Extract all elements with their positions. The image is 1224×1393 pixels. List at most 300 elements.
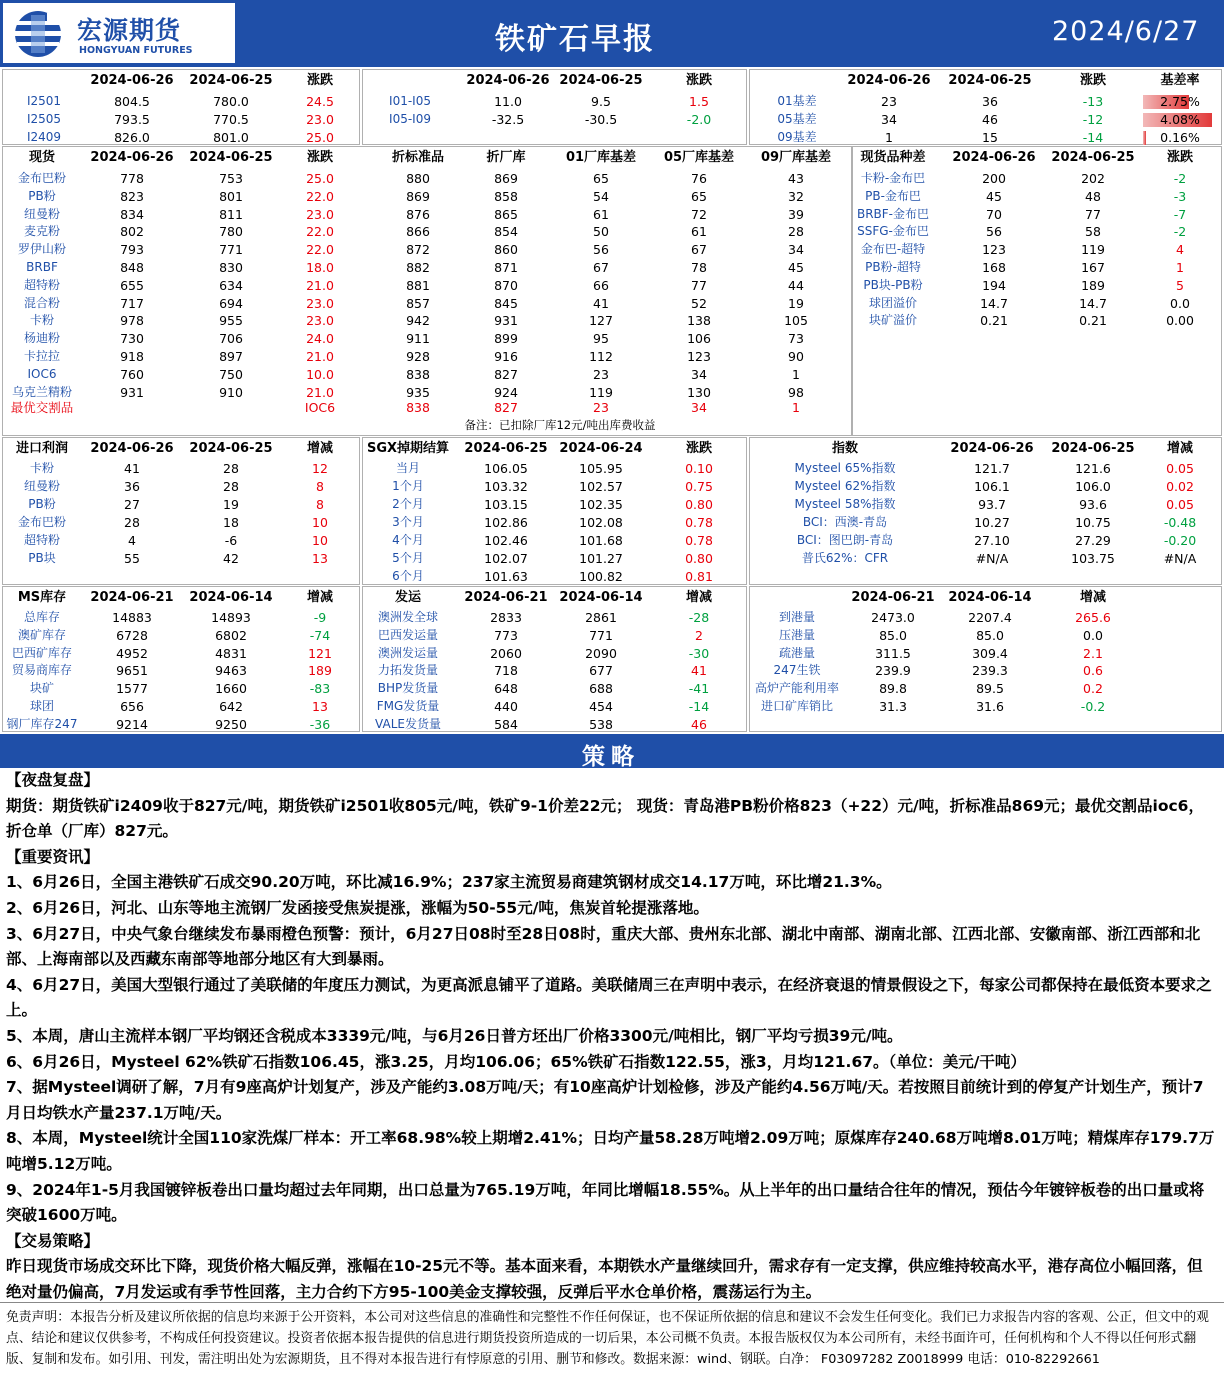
index-row-label: Mysteel 58%指数 <box>794 497 896 511</box>
port-cell: 239.9 <box>875 663 911 679</box>
spot-cell: 801 <box>219 188 243 204</box>
spreads-cell: -2.0 <box>686 112 712 127</box>
futures-cell: 770.5 <box>213 112 249 127</box>
spot-cell: 869 <box>494 171 518 186</box>
basis-header: 基差率 <box>1160 73 1200 88</box>
spot-cell: 23 <box>593 366 609 382</box>
varspread-row-label: PB块-PB粉 <box>863 277 923 292</box>
spot-cell: 857 <box>406 295 430 311</box>
futures-header: 涨跌 <box>306 73 334 88</box>
import_profit-header: 2024-06-26 <box>90 441 174 456</box>
spot-cell: 935 <box>406 384 430 400</box>
import_profit-header: 2024-06-25 <box>189 441 273 456</box>
spot-cell: 848 <box>120 260 144 275</box>
shipment-cell: 440 <box>494 699 518 714</box>
spot-cell: 811 <box>219 206 243 222</box>
paragraph: 7、据Mysteel调研了解，7月有9座高炉计划复产，涉及产能约3.08万吨/天；有10座高炉计划检修，涉及产能约4.56万吨/天。若按照目前统计到的停复产计划生产，预计7月日均铁水产量237.1万吨/天。 <box>6 1078 1204 1122</box>
ms_stock-row-label: 贸易商库存 <box>11 663 73 678</box>
import_profit-header: 增减 <box>306 441 334 456</box>
shipment-cell: 2090 <box>585 645 617 661</box>
spot-cell: 43 <box>788 171 804 186</box>
spot-cell: 882 <box>406 260 430 275</box>
sgx-cell: 0.78 <box>685 533 713 548</box>
spot-cell: 98 <box>788 384 804 400</box>
spot-cell: 21.0 <box>306 384 334 400</box>
varspread-cell: 194 <box>982 277 1006 293</box>
basis-cell: 4.08% <box>1160 112 1200 127</box>
paragraph: 期货：期货铁矿i2409收于827元/吨，期货铁矿i2501收805元/吨，铁矿9-1价差22元； 现货：青岛港PB粉价格823（+22）元/吨，折标准品869元；最优交割品ioc6，折仓单（厂库）827元。 <box>6 796 1204 841</box>
spot-cell: 876 <box>406 206 430 222</box>
spot-cell: 72 <box>691 206 707 222</box>
basis-cell: 46 <box>982 112 998 127</box>
spot-cell: 834 <box>120 206 144 222</box>
varspread-cell: -2 <box>1173 224 1187 240</box>
sgx-row-label: 4个月 <box>392 533 424 547</box>
spot-cell: 39 <box>788 206 804 222</box>
sgx-cell: 102.57 <box>579 479 623 494</box>
index-row-label: Mysteel 62%指数 <box>794 479 896 493</box>
spot-cell: 872 <box>406 242 430 258</box>
spot-cell: 978 <box>120 313 144 329</box>
index-cell: -0.20 <box>1163 533 1197 548</box>
ms_stock-cell: 656 <box>120 699 144 714</box>
import_profit-row-label: 超特粉 <box>23 533 61 547</box>
ms_stock-cell: 121 <box>308 645 332 661</box>
basis-header: 2024-06-25 <box>948 73 1032 88</box>
index-header: 2024-06-26 <box>950 441 1034 456</box>
spot-row-label: 罗伊山粉 <box>17 242 67 257</box>
spot-header: 现货 <box>28 150 56 165</box>
varspread-cell: 1 <box>1176 260 1184 275</box>
spot-header: 折标准品 <box>391 150 445 165</box>
spot-cell: 854 <box>494 224 518 240</box>
port-row-label: 到港量 <box>778 610 816 624</box>
varspread-cell: 123 <box>982 242 1006 258</box>
sgx-header: SGX掉期结算 <box>366 441 450 456</box>
port-cell: 85.0 <box>976 627 1004 643</box>
shipment-cell: 584 <box>494 716 518 732</box>
ms_stock-row-label: 块矿 <box>29 681 55 696</box>
shipment-row-label: BHP发货量 <box>377 681 439 696</box>
shipment-cell: -30 <box>688 645 710 661</box>
varspread-header: 2024-06-25 <box>1051 150 1135 165</box>
basis-cell: 34 <box>881 112 897 127</box>
import_profit-cell: 12 <box>312 461 328 476</box>
paragraph: 昨日现货市场成交环比下降，现货价格大幅反弹，涨幅在10-25元不等。基本面来看，本期铁水产量继续回升，需求存有一定支撑，供应维持较高水平，港存高位小幅回落，但绝对量仍偏高，7月发运或有季节性回落，主力合约下方95-100美金支撑较强，反弹后平水仓单价格，震荡运行为主。 <box>6 1257 1203 1301</box>
varspread-cell: 119 <box>1081 242 1105 258</box>
sgx-cell: 102.35 <box>579 497 623 512</box>
varspread-cell: 0.21 <box>980 313 1008 329</box>
spot-cell: 138 <box>687 313 711 329</box>
shipment-row-label: 澳洲发全球 <box>377 610 439 624</box>
report-date: 2024/6/27 <box>1052 16 1200 47</box>
port-row-label: 疏港量 <box>778 645 816 660</box>
ms_stock-cell: 1577 <box>116 681 148 697</box>
varspread-row-label: 球团溢价 <box>868 295 918 310</box>
globe-logo-icon <box>11 9 69 59</box>
spot-header: 09厂库基差 <box>760 150 832 165</box>
best-delivery-cell: 838 <box>406 400 430 416</box>
sgx-cell: 102.86 <box>484 515 528 530</box>
spot-cell: 65 <box>691 188 707 204</box>
spot-cell: 19 <box>788 295 804 311</box>
varspread-cell: 4 <box>1176 242 1184 258</box>
futures-row-label: I2505 <box>26 112 62 126</box>
spot-cell: 750 <box>219 366 243 382</box>
import_profit-cell: 13 <box>312 551 328 566</box>
sgx-cell: 0.75 <box>685 479 713 494</box>
best-delivery-cell: 827 <box>494 400 518 416</box>
shipment-cell: 41 <box>691 663 707 679</box>
port-cell: 311.5 <box>875 645 911 661</box>
futures-cell: 23.0 <box>306 112 334 127</box>
shipment-cell: 454 <box>589 699 613 714</box>
spot-cell: 955 <box>219 313 243 329</box>
spot-cell: 65 <box>593 171 609 186</box>
import_profit-cell: 27 <box>124 497 140 512</box>
sgx-cell: 101.27 <box>579 551 623 566</box>
spot-cell: 910 <box>219 384 243 400</box>
varspread-cell: 200 <box>982 171 1006 186</box>
spot-cell: 918 <box>120 349 144 364</box>
report-title: 铁矿石早报 <box>495 22 655 57</box>
best-delivery-cell: 1 <box>792 400 800 416</box>
ms_stock-row-label: 澳矿库存 <box>17 627 67 642</box>
spot-cell: 871 <box>494 260 518 275</box>
logo-english-text: HONGYUAN FUTURES <box>79 45 193 56</box>
sgx-cell: 0.78 <box>685 515 713 530</box>
spot-cell: 32 <box>788 188 804 204</box>
import_profit-cell: 18 <box>223 515 239 530</box>
spot-cell: 23.0 <box>306 313 334 329</box>
sgx-header: 2024-06-25 <box>464 441 548 456</box>
spreads-row-label: I05-I09 <box>389 112 431 126</box>
spot-cell: 105 <box>784 313 808 329</box>
spot-cell: 106 <box>687 331 711 347</box>
spot-row-label: 纽曼粉 <box>23 206 61 221</box>
spot-header: 05厂库基差 <box>663 150 735 165</box>
spot-cell: 44 <box>788 277 804 293</box>
varspread-cell: 0.00 <box>1166 313 1194 329</box>
spot-cell: 865 <box>494 206 518 222</box>
spot-cell: 830 <box>219 260 243 275</box>
ms_stock-cell: -36 <box>309 716 331 732</box>
index-cell: 106.0 <box>1075 479 1111 494</box>
spot-cell: 866 <box>406 224 430 240</box>
index-header: 2024-06-25 <box>1051 441 1135 456</box>
spot-cell: 827 <box>494 366 518 382</box>
port-cell: 239.3 <box>972 663 1008 679</box>
index-cell: 0.02 <box>1166 479 1194 494</box>
port-cell: 0.2 <box>1083 681 1103 697</box>
spot-cell: 66 <box>593 277 609 293</box>
shipment-cell: 773 <box>494 627 518 643</box>
varspread-cell: 56 <box>986 224 1002 240</box>
sgx-cell: 0.80 <box>685 551 713 566</box>
varspread-cell: 168 <box>982 260 1006 275</box>
disclaimer: 免责声明：本报告分析及建议所依据的信息均来源于公开资料，本公司对这些信息的准确性和完整性不作任何保证，也不保证所依据的信息和建议不会发生任何变化。我们已力求报告内容的客观、公正，但文中的观点、结论和建议仅供参考，不构成任何投资建议。投资者依据本报告提供的信息进行期货投资所造成的一切后果，本公司概不负责。本报告版权仅为本公司所有，未经书面许可，任何机构和个人不得以任何形式翻版、复制和发布。如引用、刊发，需注明出处为宏源期货，且不得对本报告进行有悖原意的引用、删节和修改。数据来源：wind、钢联。白净： F03097282 Z0018999 电话：010-82292661 <box>0 1302 1224 1393</box>
varspread-row-label: 卡粉-金布巴 <box>860 171 926 185</box>
shipment-cell: 648 <box>494 681 518 697</box>
basis-row-label: 05基差 <box>777 112 817 126</box>
sgx-cell: 106.05 <box>484 461 528 476</box>
basis-cell: 36 <box>982 94 998 109</box>
spot-cell: 22.0 <box>306 242 334 258</box>
port-cell: 31.3 <box>879 699 907 714</box>
spot-cell: 634 <box>219 277 243 293</box>
varspread-cell: 167 <box>1081 260 1105 275</box>
index-cell: 103.75 <box>1071 551 1115 566</box>
basis-cell: 2.75% <box>1160 94 1200 109</box>
spot-cell: 793 <box>120 242 144 258</box>
spot-cell: 870 <box>494 277 518 293</box>
varspread-cell: 70 <box>986 206 1002 222</box>
ms_stock-cell: 189 <box>308 663 332 679</box>
section-heading: 【夜盘复盘】 <box>6 771 100 789</box>
import_profit-row-label: 纽曼粉 <box>23 479 61 493</box>
spot-cell: 10.0 <box>306 366 334 382</box>
paragraph: 8、本周，Mysteel统计全国110家洗煤厂样本：开工率68.98%较上期增2.41%；日均产量58.28万吨增2.09万吨；原煤库存240.68万吨增8.01万吨；精煤库存179.7万吨增5.12万吨。 <box>6 1129 1215 1173</box>
spreads-cell: 1.5 <box>689 94 709 109</box>
basis-cell: 1 <box>885 130 893 145</box>
varspread-cell: -2 <box>1173 171 1187 186</box>
spot-cell: 780 <box>219 224 243 240</box>
spot-cell: 25.0 <box>306 171 334 186</box>
spot-cell: 78 <box>691 260 707 275</box>
varspread-row-label: BRBF-金布巴 <box>856 206 930 221</box>
spot-cell: 802 <box>120 224 144 240</box>
varspread-header: 涨跌 <box>1166 150 1194 165</box>
import_profit-cell: -6 <box>224 533 238 548</box>
import_profit-cell: 28 <box>124 515 140 530</box>
spot-cell: 67 <box>691 242 707 258</box>
index-cell: #N/A <box>1163 551 1197 566</box>
port-cell: 85.0 <box>879 627 907 643</box>
basis-cell: -13 <box>1082 94 1104 109</box>
index-cell: 27.29 <box>1075 533 1111 548</box>
index-cell: 93.7 <box>978 497 1006 512</box>
sgx-cell: 102.07 <box>484 551 528 566</box>
spot-cell: 23.0 <box>306 295 334 311</box>
port-header: 2024-06-14 <box>948 590 1032 605</box>
spot-cell: 860 <box>494 242 518 258</box>
index-cell: 93.6 <box>1079 497 1107 512</box>
varspread-row-label: PB-金布巴 <box>865 188 921 203</box>
varspread-cell: 14.7 <box>980 295 1008 311</box>
strategy-text <box>0 768 1224 1302</box>
sgx-row-label: 5个月 <box>392 551 424 565</box>
spot-header: 涨跌 <box>306 150 334 165</box>
sgx-header: 2024-06-24 <box>559 441 643 456</box>
sgx-cell: 0.81 <box>685 569 713 584</box>
spot-cell: 76 <box>691 171 707 186</box>
import_profit-row-label: PB粉 <box>28 497 56 511</box>
index-row-label: Mysteel 65%指数 <box>794 461 896 475</box>
index-cell: 27.10 <box>974 533 1010 548</box>
basis-header: 涨跌 <box>1079 73 1107 88</box>
ms_stock-cell: 642 <box>219 699 243 714</box>
futures-cell: 801.0 <box>213 130 249 145</box>
port-row-label: 247生铁 <box>773 663 821 678</box>
spot-cell: 778 <box>120 171 144 186</box>
spreads-header: 2024-06-26 <box>466 73 550 88</box>
port-row-label: 高炉产能利用率 <box>754 681 840 696</box>
spot-cell: 1 <box>792 366 800 382</box>
spot-cell: 897 <box>219 349 243 364</box>
varspread-header: 2024-06-26 <box>952 150 1036 165</box>
import_profit-cell: 28 <box>223 461 239 476</box>
sgx-cell: 101.63 <box>484 569 528 584</box>
section-heading: 【交易策略】 <box>6 1231 100 1250</box>
varspread-row-label: SSFG-金布巴 <box>857 224 929 239</box>
futures-cell: 804.5 <box>114 94 150 109</box>
spot-row-label: 混合粉 <box>23 295 61 310</box>
spreads-header: 涨跌 <box>685 73 713 88</box>
ms_stock-cell: 4952 <box>116 645 148 661</box>
ms_stock-row-label: 钢厂库存247 <box>6 716 78 731</box>
ms_stock-cell: -83 <box>309 681 331 697</box>
section-heading: 【重要资讯】 <box>6 847 100 866</box>
sgx-cell: 0.10 <box>685 461 713 476</box>
ms_stock-cell: -9 <box>313 610 327 625</box>
shipment-row-label: 力拓发货量 <box>377 663 439 678</box>
port-cell: 2473.0 <box>871 610 915 625</box>
spot-cell: 119 <box>589 384 613 400</box>
spot-cell: 942 <box>406 313 430 329</box>
basis-cell: 15 <box>982 130 998 145</box>
spreads-cell: 11.0 <box>494 94 522 109</box>
varspread-cell: -7 <box>1173 206 1187 222</box>
ms_stock-row-label: 巴西矿库存 <box>11 645 73 660</box>
basis-row-label: 09基差 <box>777 130 817 144</box>
varspread-cell: 5 <box>1176 277 1184 293</box>
spot-cell: 911 <box>406 331 430 347</box>
spot-cell: 21.0 <box>306 277 334 293</box>
best-delivery-cell: 34 <box>691 400 707 416</box>
spot-cell: 28 <box>788 224 804 240</box>
spot-cell: 34 <box>788 242 804 258</box>
futures-row-label: I2409 <box>26 130 62 144</box>
index-header: 增减 <box>1166 441 1194 456</box>
varspread-cell: -3 <box>1173 188 1187 204</box>
index-row-label: BCI：图巴朗-青岛 <box>796 533 894 547</box>
ms_stock-cell: 9214 <box>116 716 148 732</box>
futures-header: 2024-06-25 <box>189 73 273 88</box>
spot-cell: 67 <box>593 260 609 275</box>
ms_stock-cell: 13 <box>312 699 328 714</box>
port-cell: 31.6 <box>976 699 1004 714</box>
shipment-cell: 688 <box>589 681 613 697</box>
shipment-cell: 677 <box>589 663 613 679</box>
spot-cell: 21.0 <box>306 349 334 364</box>
spot-cell: 56 <box>593 242 609 258</box>
spot-cell: 706 <box>219 331 243 347</box>
paragraph: 2、6月26日，河北、山东等地主流钢厂发函接受焦炭提涨，涨幅为50-55元/吨，焦炭首轮提涨落地。 <box>6 898 709 917</box>
sgx-cell: 105.95 <box>579 461 623 476</box>
spot-cell: 760 <box>120 366 144 382</box>
ms_stock-row-label: 总库存 <box>23 610 61 624</box>
spot-note: 备注：已扣除厂库12元/吨出库费收益 <box>464 418 656 432</box>
spot-cell: 823 <box>120 188 144 204</box>
varspread-row-label: 金布巴-超特 <box>860 242 926 257</box>
ms_stock-header: MS库存 <box>17 590 67 605</box>
sgx-cell: 101.68 <box>579 533 623 548</box>
spot-cell: 95 <box>593 331 609 347</box>
shipment-cell: 46 <box>691 716 707 732</box>
spot-header: 折厂库 <box>486 150 526 165</box>
index-row-label: BCI：西澳-青岛 <box>802 515 888 529</box>
futures-header: 2024-06-26 <box>90 73 174 88</box>
spot-cell: 880 <box>406 171 430 186</box>
index-cell: 106.1 <box>974 479 1010 494</box>
varspread-cell: 0.21 <box>1079 313 1107 329</box>
paragraph: 4、6月27日，美国大型银行通过了美联储的年度压力测试，为更高派息铺平了道路。美联储周三在声明中表示，在经济衰退的情景假设之下，每家公司都保持在最低资本要求之上。 <box>6 975 1212 1020</box>
spreads-row-label: I01-I05 <box>389 94 431 108</box>
strategy-title: 策略 <box>582 744 640 770</box>
sgx-cell: 102.46 <box>484 533 528 548</box>
spot-cell: 123 <box>687 349 711 364</box>
futures-cell: 24.5 <box>306 94 334 109</box>
best-delivery-cell: 最优交割品 <box>10 400 74 416</box>
spot-cell: 50 <box>593 224 609 240</box>
report-header <box>0 0 1224 67</box>
spot-cell: 23.0 <box>306 206 334 222</box>
varspread-header: 现货品种差 <box>860 150 926 165</box>
import_profit-cell: 28 <box>223 479 239 494</box>
spot-cell: 916 <box>494 349 518 364</box>
sgx-cell: 103.15 <box>484 497 528 512</box>
spot-header: 2024-06-25 <box>189 150 273 165</box>
ms_stock-cell: 6802 <box>215 627 247 643</box>
varspread-row-label: PB粉-超特 <box>865 260 921 274</box>
import_profit-cell: 36 <box>124 479 140 494</box>
import_profit-cell: 10 <box>312 533 328 548</box>
index-cell: 0.05 <box>1166 497 1194 512</box>
spot-cell: 24.0 <box>306 331 334 347</box>
import_profit-cell: 42 <box>223 551 239 566</box>
ms_stock-cell: 14883 <box>112 610 152 625</box>
spot-cell: 45 <box>788 260 804 275</box>
sgx-header: 涨跌 <box>685 441 713 456</box>
spot-header: 01厂库基差 <box>565 150 637 165</box>
port-cell: 0.0 <box>1083 627 1103 643</box>
futures-cell: 793.5 <box>114 112 150 127</box>
shipment-cell: 538 <box>589 716 613 732</box>
import_profit-cell: 10 <box>312 515 328 530</box>
spot-row-label: IOC6 <box>27 366 57 381</box>
best-delivery-cell: 23 <box>593 400 609 416</box>
company-logo <box>3 3 235 63</box>
basis-header: 2024-06-26 <box>847 73 931 88</box>
basis-rate-bar <box>1143 131 1146 145</box>
spot-cell: 52 <box>691 295 707 311</box>
spot-cell: 127 <box>589 313 613 329</box>
varspread-cell: 58 <box>1085 224 1101 240</box>
shipment-cell: -41 <box>688 681 710 697</box>
spot-cell: 838 <box>406 366 430 382</box>
spot-cell: 18.0 <box>306 260 334 275</box>
paragraph: 3、6月27日，中央气象台继续发布暴雨橙色预警：预计，6月27日08时至28日08时，重庆大部、贵州东北部、湖北中南部、湖南北部、江西北部、安徽南部、浙江西部和北部、上海南部以及西藏东南部等地部分地区有大到暴雨。 <box>6 924 1201 969</box>
spreads-cell: -32.5 <box>491 112 525 127</box>
spot-cell: 869 <box>406 188 430 204</box>
spot-cell: 655 <box>120 277 144 293</box>
import_profit-cell: 8 <box>316 497 324 512</box>
ms_stock-row-label: 球团 <box>29 699 55 713</box>
spot-cell: 753 <box>219 171 243 186</box>
shipment-row-label: VALE发货量 <box>375 716 441 731</box>
index-cell: 10.75 <box>1075 515 1111 530</box>
best-delivery-cell: IOC6 <box>304 400 336 416</box>
